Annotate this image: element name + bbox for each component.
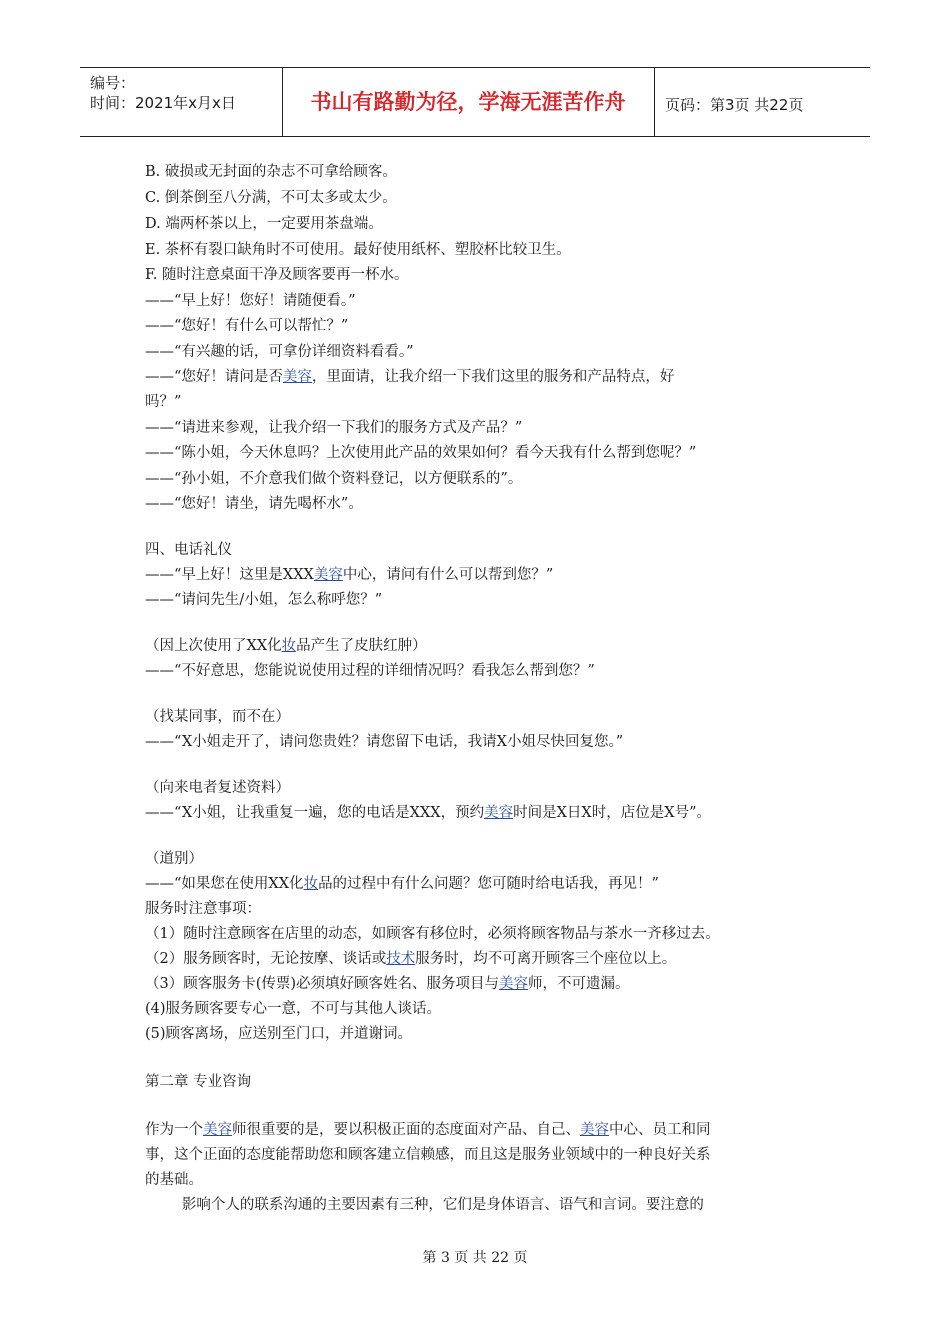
text-line: ——“不好意思，您能说说使用过程的详细情况吗？看我怎么帮到您？” — [145, 663, 595, 679]
text-line: （道别） — [145, 851, 203, 867]
text-line: （2）服务顾客时，无论按摩、谈话或技术服务时，均不可离开顾客三个座位以上。 — [145, 951, 677, 967]
page-footer: 第 3 页 共 22 页 — [422, 1250, 528, 1266]
text-line: ——“您好！请坐，请先喝杯水”。 — [145, 496, 363, 512]
keyword-link[interactable]: 妆 — [303, 876, 319, 892]
keyword-link[interactable]: 美容 — [580, 1122, 609, 1138]
text-line: 影响个人的联系沟通的主要因素有三种，它们是身体语言、语气和言词。要注意的 — [145, 1197, 704, 1213]
text-line: B. 破损或无封面的杂志不可拿给顾客。 — [145, 164, 397, 180]
keyword-link[interactable]: 美容 — [499, 976, 529, 992]
text-line: （因上次使用了XX化妆品产生了皮肤红肿） — [145, 638, 427, 654]
text-line: ——“早上好！您好！请随便看。” — [145, 293, 356, 309]
text-line: （1）随时注意顾客在店里的动态，如顾客有移位时，必须将顾客物品与茶水一齐移过去。 — [145, 926, 720, 942]
keyword-link[interactable]: 美容 — [203, 1122, 232, 1138]
text-line: D. 端两杯茶以上，一定要用茶盘端。 — [145, 216, 383, 232]
text-line: 作为一个美容师很重要的是，要以积极正面的态度面对产品、自己、美容中心、员工和同 — [145, 1122, 711, 1138]
text-line: （3）顾客服务卡(传票)必须填好顾客姓名、服务项目与美容师，不可遗漏。 — [145, 976, 630, 992]
section-heading: 四、电话礼仪 — [145, 542, 232, 558]
text-line: (5)顾客离场，应送别至门口，并道谢词。 — [145, 1026, 413, 1042]
time-label: 时间：2021年x月x日 — [90, 94, 236, 112]
keyword-link[interactable]: 妆 — [281, 638, 297, 654]
keyword-link[interactable]: 美容 — [484, 805, 514, 821]
text-line: （找某同事，而不在） — [145, 709, 290, 725]
text-line: ——“请进来参观，让我介绍一下我们的服务方式及产品？” — [145, 420, 523, 436]
text-line: 的基础。 — [145, 1172, 203, 1188]
text-line: ——“早上好！这里是XXX美容中心，请问有什么可以帮到您？” — [145, 567, 554, 583]
text-line: ——“X小姐，让我重复一遍，您的电话是XXX，预约美容时间是X日X时，店位是X号”。 — [145, 805, 711, 821]
text-line: E. 茶杯有裂口缺角时不可使用。最好使用纸杯、塑胶杯比较卫生。 — [145, 242, 571, 258]
text-line: F. 随时注意桌面干净及顾客要再一杯水。 — [145, 267, 409, 283]
text-line: ——“X小姐走开了，请问您贵姓？请您留下电话，我请X小姐尽快回复您。” — [145, 734, 624, 750]
chapter-heading: 第二章 专业咨询 — [145, 1074, 252, 1090]
text-line: (4)服务顾客要专心一意，不可与其他人谈话。 — [145, 1001, 442, 1017]
text-line: ——“您好！有什么可以帮忙？” — [145, 318, 349, 334]
text-line: ——“请问先生/小姐，怎么称呼您？” — [145, 592, 383, 608]
keyword-link[interactable]: 美容 — [282, 369, 312, 385]
text-line: ——“陈小姐，今天休息吗？上次使用此产品的效果如何？看今天我有什么帮到您呢？” — [145, 445, 697, 461]
text-line: 服务时注意事项： — [145, 901, 261, 917]
text-line: C. 倒茶倒至八分满，不可太多或太少。 — [145, 190, 397, 206]
text-line: ——“您好！请问是否美容，里面请，让我介绍一下我们这里的服务和产品特点，好 — [145, 369, 675, 385]
text-line: ——“孙小姐，不介意我们做个资料登记，以方便联系的”。 — [145, 471, 523, 487]
keyword-link[interactable]: 技术 — [386, 951, 416, 967]
header-info-cell — [80, 68, 283, 136]
text-line: ——“有兴趣的话，可拿份详细资料看看。” — [145, 344, 414, 360]
text-line: ——“如果您在使用XX化妆品的过程中有什么问题？您可随时给电话我，再见！” — [145, 876, 659, 892]
header-motto: 书山有路勤为径，学海无涯苦作舟 — [282, 68, 655, 136]
page-header — [80, 67, 870, 137]
text-line: 事，这个正面的态度能帮助您和顾客建立信赖感，而且这是服务业领域中的一种良好关系 — [145, 1147, 711, 1163]
text-line: 吗？” — [145, 394, 182, 410]
text-line: （向来电者复述资料） — [145, 780, 290, 796]
keyword-link[interactable]: 美容 — [313, 567, 343, 583]
page-code: 页码：第3页 共22页 — [665, 96, 804, 114]
number-label: 编号： — [90, 74, 136, 92]
